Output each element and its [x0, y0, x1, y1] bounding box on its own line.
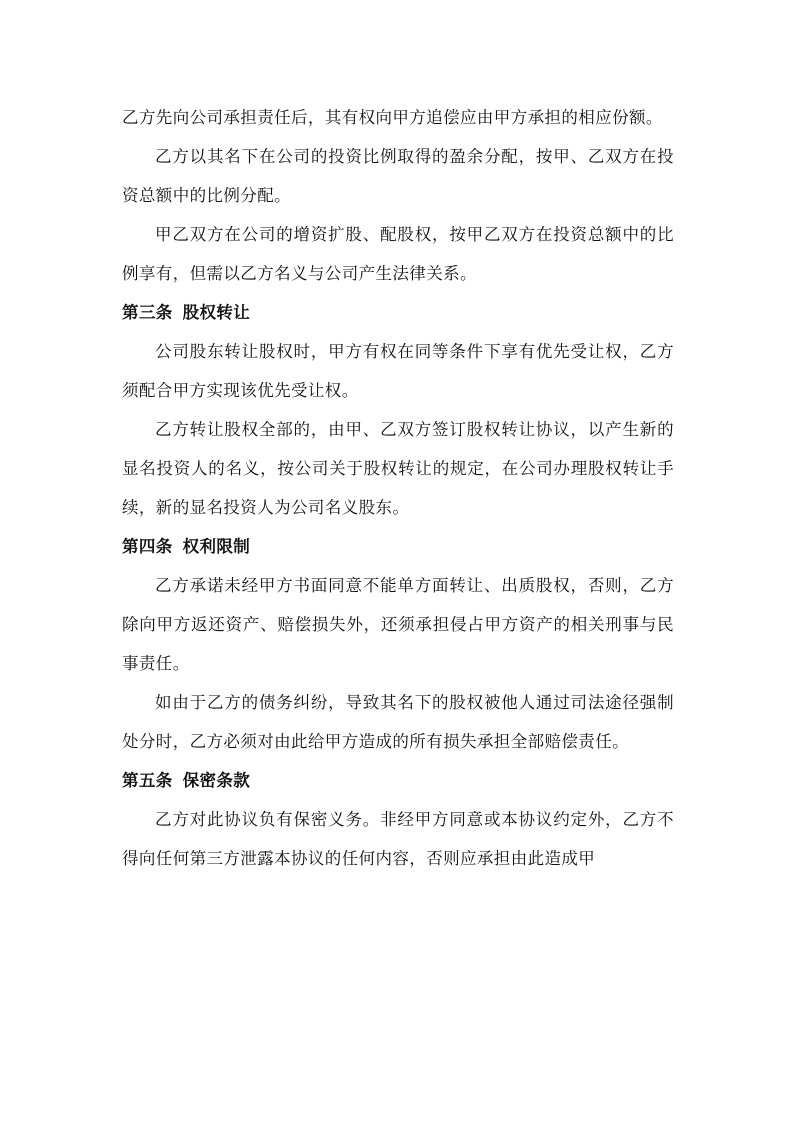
paragraph-liability-recourse: 乙方先向公司承担责任后，其有权向甲方追偿应由甲方承担的相应份额。 — [122, 108, 663, 127]
section-title: 权利限制 — [182, 537, 251, 556]
section-heading-rights-restriction — [122, 527, 674, 566]
paragraph-preemptive-right: 公司股东转让股权时，甲方有权在同等条件下享有优先受让权，乙方须配合甲方实现该优先受让权。 — [122, 342, 674, 400]
section-title: 保密条款 — [182, 771, 251, 790]
paragraph-capital-increase: 甲乙双方在公司的增资扩股、配股权，按甲乙双方在投资总额中的比例享有，但需以乙方名义与公司产生法律关系。 — [122, 225, 674, 283]
section-heading-confidentiality — [122, 761, 674, 800]
paragraph-profit-distribution: 乙方以其名下在公司的投资比例取得的盈余分配，按甲、乙双方在投资总额中的比例分配。 — [122, 147, 674, 205]
section-number: 第五条 — [122, 771, 173, 790]
paragraph-confidentiality-obligation: 乙方对此协议负有保密义务。非经甲方同意或本协议约定外，乙方不得向任何第三方泄露本协议的任何内容，否则应承担由此造成甲 — [122, 810, 674, 868]
document-page — [122, 98, 674, 878]
paragraph-full-transfer: 乙方转让股权全部的，由甲、乙双方签订股权转让协议，以产生新的显名投资人的名义，按公司关于股权转让的规定，在公司办理股权转让手续，新的显名投资人为公司名义股东。 — [122, 420, 674, 517]
section-number: 第四条 — [122, 537, 173, 556]
section-heading-equity-transfer — [122, 293, 674, 332]
section-number: 第三条 — [122, 303, 173, 322]
section-title: 股权转让 — [182, 303, 251, 322]
paragraph-debt-dispute: 如由于乙方的债务纠纷，导致其名下的股权被他人通过司法途径强制处分时，乙方必须对由此给甲方造成的所有损失承担全部赔偿责任。 — [122, 693, 674, 751]
paragraph-no-unilateral-transfer: 乙方承诺未经甲方书面同意不能单方面转让、出质股权，否则，乙方除向甲方返还资产、赔偿损失外，还须承担侵占甲方资产的相关刑事与民事责任。 — [122, 576, 674, 673]
